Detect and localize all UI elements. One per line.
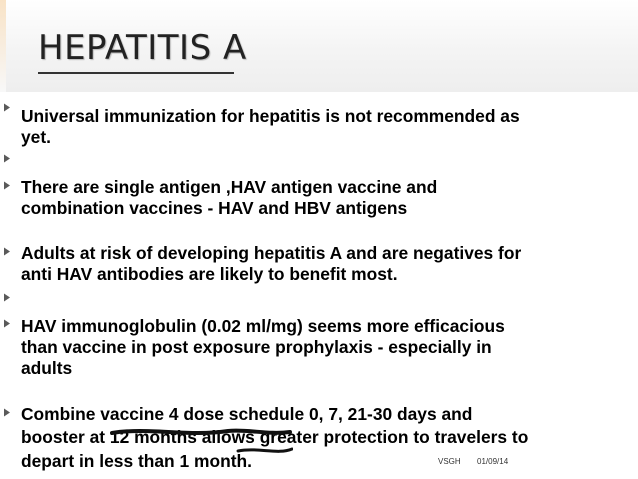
- bullet-text-line: yet.: [21, 127, 51, 147]
- bullet-icon: [2, 153, 12, 163]
- bullet-text-line: HAV immunoglobulin (0.02 ml/mg) seems more efficacious: [21, 316, 505, 336]
- bullet-icon: [2, 407, 12, 417]
- bullet-text-line: Combine vaccine 4 dose schedule 0, 7, 21-30 days and: [21, 404, 473, 424]
- slide-title: HEPATITIS A: [38, 28, 247, 68]
- bullet-text-line: Universal immunization for hepatitis is not recommended as: [21, 106, 520, 126]
- bullet-text-line: combination vaccines - HAV and HBV antigens: [21, 198, 408, 218]
- bullet-text-line: than vaccine in post exposure prophylaxis - especially in: [21, 337, 492, 357]
- bullet-icon: [2, 102, 12, 112]
- bullet-text-line: anti HAV antibodies are likely to benefit most.: [21, 264, 398, 284]
- bullet-text-line: depart in less than 1 month.: [21, 451, 252, 471]
- bullet-text-line: booster at 12 months allows greater protection to travelers to: [21, 427, 529, 447]
- bullet-icon: [2, 246, 12, 256]
- bullet-text-line: Adults at risk of developing hepatitis A and are negatives for: [21, 243, 522, 263]
- footer-source: VSGH: [438, 457, 461, 466]
- footer-date: 01/09/14: [477, 457, 509, 466]
- bullet-icon: [2, 292, 12, 302]
- bullet-icon: [2, 318, 12, 328]
- bullet-text-line: There are single antigen ,HAV antigen vaccine and: [21, 177, 438, 197]
- bullet-icon: [2, 180, 12, 190]
- bullet-text-line: adults: [21, 358, 73, 378]
